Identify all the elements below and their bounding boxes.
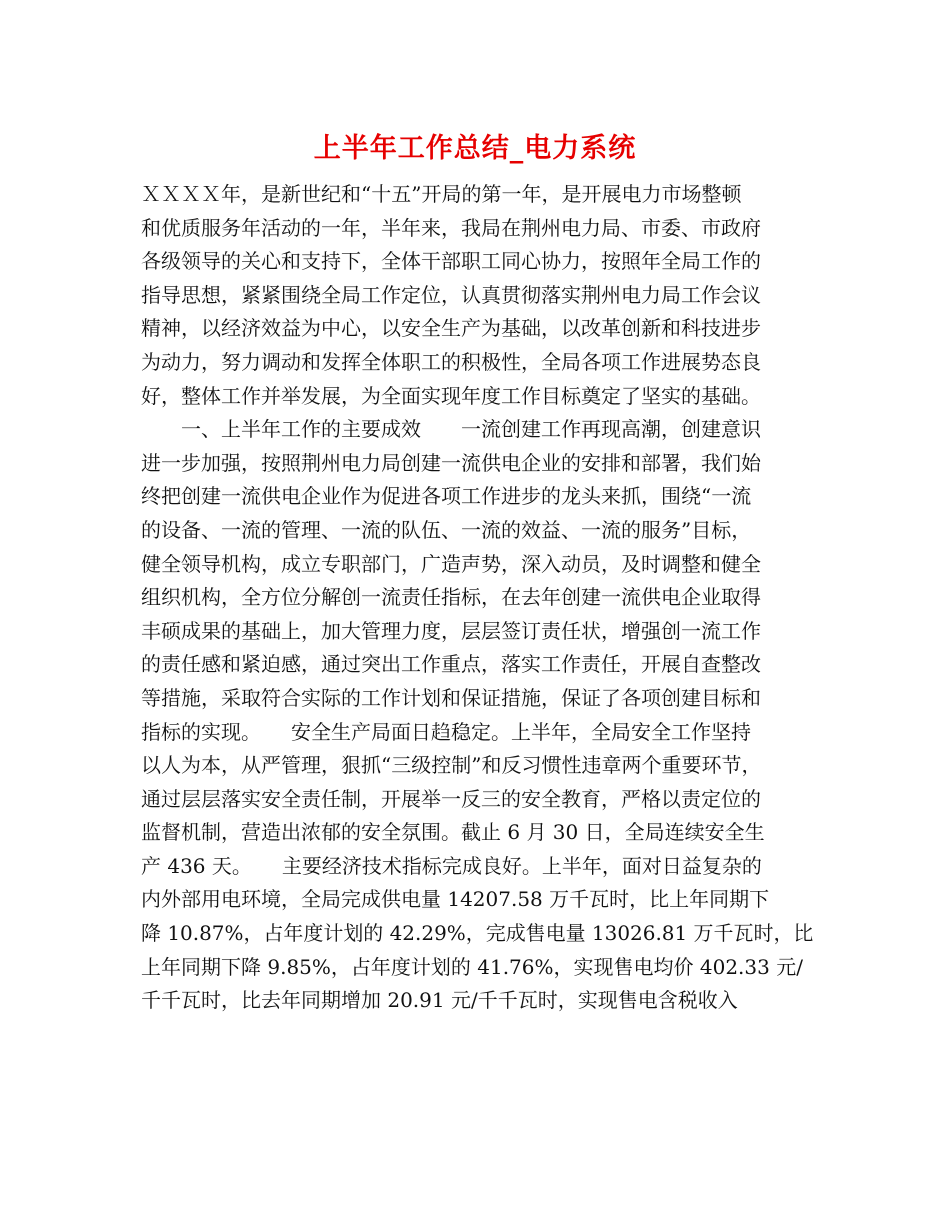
body-line: 以人为本，从严管理，狠抓“三级控制”和反习惯性违章两个重要环节， xyxy=(141,753,762,778)
body-line: 监督机制，营造出浓郁的安全氛围。截止 6 月 30 日，全局连续安全生 xyxy=(141,820,765,845)
body-line: 各级领导的关心和支持下，全体干部职工同心协力，按照年全局工作的 xyxy=(141,249,761,274)
document-body xyxy=(141,178,813,1018)
document-title: 上半年工作总结_电力系统 xyxy=(313,133,637,164)
body-line: 进一步加强，按照荆州电力局创建一流供电企业的安排和部署，我们始 xyxy=(141,450,761,475)
body-line: ＸＸＸＸ年，是新世纪和“十五”开局的第一年，是开展电力市场整顿 xyxy=(141,182,742,206)
body-line: 组织机构，全方位分解创一流责任指标，在去年创建一流供电企业取得 xyxy=(141,585,761,610)
body-line: 一、上半年工作的主要成效 一流创建工作再现高潮，创建意识 xyxy=(141,417,761,442)
body-line: 降 10.87%，占年度计划的 42.29%，完成售电量 13026.81 万千瓦时，比 xyxy=(141,921,814,946)
body-line: 健全领导机构，成立专职部门，广造声势，深入动员，及时调整和健全 xyxy=(141,551,761,576)
body-line: 终把创建一流供电企业作为促进各项工作进步的龙头来抓，围绕“一流 xyxy=(141,484,752,509)
body-line: 好，整体工作并举发展，为全面实现年度工作目标奠定了坚实的基础。 xyxy=(141,383,761,408)
body-line: 等措施，采取符合实际的工作计划和保证措施，保证了各项创建目标和 xyxy=(141,685,761,710)
body-line: 千千瓦时，比去年同期增加 20.91 元/千千瓦时，实现售电含税收入 xyxy=(141,988,738,1013)
body-line: 产 436 天。 主要经济技术指标完成良好。上半年，面对日益复杂的 xyxy=(141,853,762,878)
body-line: 精神，以经济效益为中心，以安全生产为基础，以改革创新和科技进步 xyxy=(141,316,761,341)
body-line: 的责任感和紧迫感，通过突出工作重点，落实工作责任，开展自查整改 xyxy=(141,652,761,677)
body-line: 和优质服务年活动的一年，半年来，我局在荆州电力局、市委、市政府 xyxy=(141,215,761,240)
body-line: 内外部用电环境，全局完成供电量 14207.58 万千瓦时，比上年同期下 xyxy=(141,887,770,912)
body-line: 的设备、一流的管理、一流的队伍、一流的效益、一流的服务”目标， xyxy=(141,517,752,542)
body-line: 丰硕成果的基础上，加大管理力度，层层签订责任状，增强创一流工作 xyxy=(141,618,761,643)
body-line: 指标的实现。 安全生产局面日趋稳定。上半年，全局安全工作坚持 xyxy=(141,719,751,744)
body-line: 为动力，努力调动和发挥全体职工的积极性，全局各项工作进展势态良 xyxy=(141,349,761,374)
body-line: 上年同期下降 9.85%，占年度计划的 41.76%，实现售电均价 402.33 元/ xyxy=(141,954,803,979)
body-line: 通过层层落实安全责任制，开展举一反三的安全教育，严格以责定位的 xyxy=(141,786,761,811)
body-line: 指导思想，紧紧围绕全局工作定位，认真贯彻落实荆州电力局工作会议 xyxy=(141,282,761,307)
